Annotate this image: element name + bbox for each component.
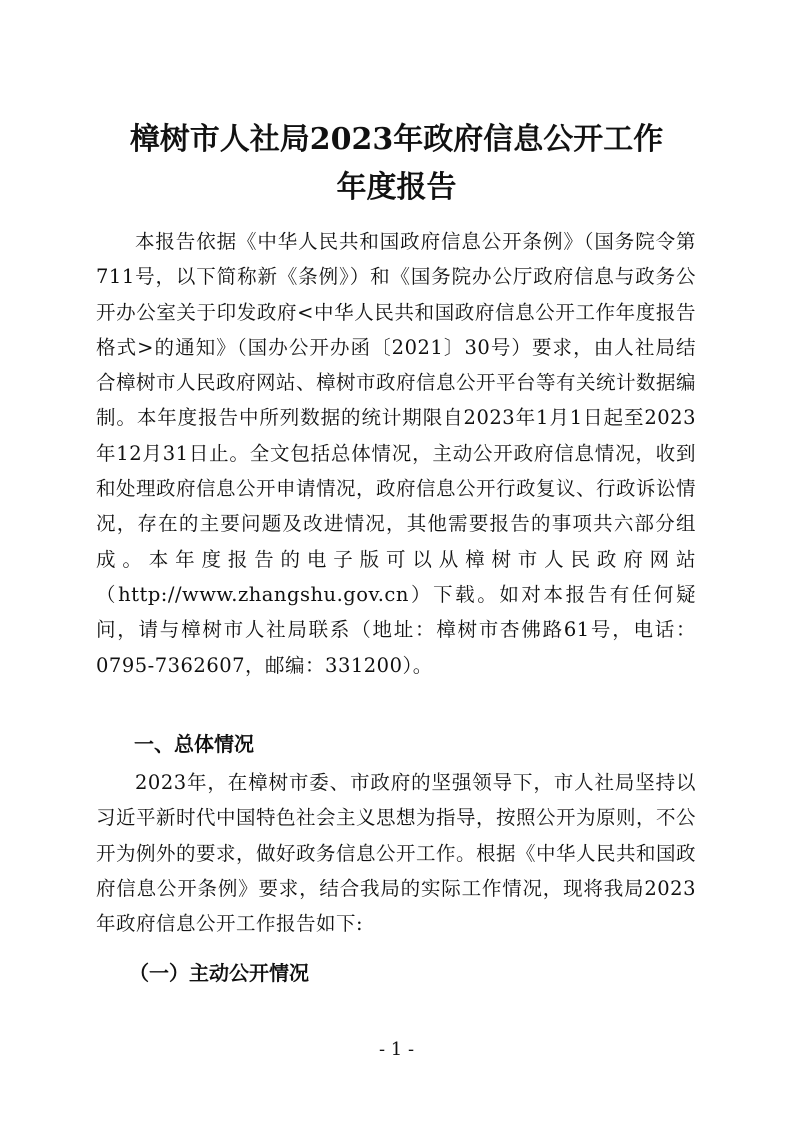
overview-paragraph: 2023年，在樟树市委、市政府的坚强领导下，市人社局坚持以习近平新时代中国特色社会主义思想为指导，按照公开为原则，不公开为例外的要求，做好政务信息公开工作。根据《中华人民共和国政府信息公开条例》要求，结合我局的实际工作情况，现将我局2023年政府信息公开工作报告如下: (96, 771, 697, 936)
intro-paragraph: 本报告依据《中华人民共和国政府信息公开条例》（国务院令第711号，以下简称新《条例》）和《国务院办公厅政府信息与政务公开办公室关于印发政府<中华人民共和国政府信息公开工作年度报告格式>的通知》（国办公开办函〔2021〕30号）要求，由人社局结合樟树市人民政府网站、樟树市政府信息公开平台等有关统计数据编制。本年度报告中所列数据的统计期限自2023年1月1日起至2023年12月31日止。全文包括总体情况，主动公开政府信息情况，收到和处理政府信息公开申请情况，政府信息公开行政复议、行政诉讼情况，存在的主要问题及改进情况，其他需要报告的事项共六部分组成。本年度报告的电子版可以从樟树市人民政府网站（http://www.zhangshu.gov.cn）下载。如对本报告有任何疑问，请与樟树市人社局联系（地址：樟树市杏佛路61号，电话：0795-7362607，邮编：331200）。 (96, 230, 697, 677)
document-title-line-1: 樟树市人社局2023年政府信息公开工作 (129, 122, 664, 157)
section-heading-overview: 一、总体情况 (134, 732, 254, 756)
page-number: - 1 - (378, 1039, 415, 1060)
document-title-line-2: 年度报告 (336, 170, 457, 205)
subsection-heading-active-disclosure: （一）主动公开情况 (129, 961, 309, 985)
